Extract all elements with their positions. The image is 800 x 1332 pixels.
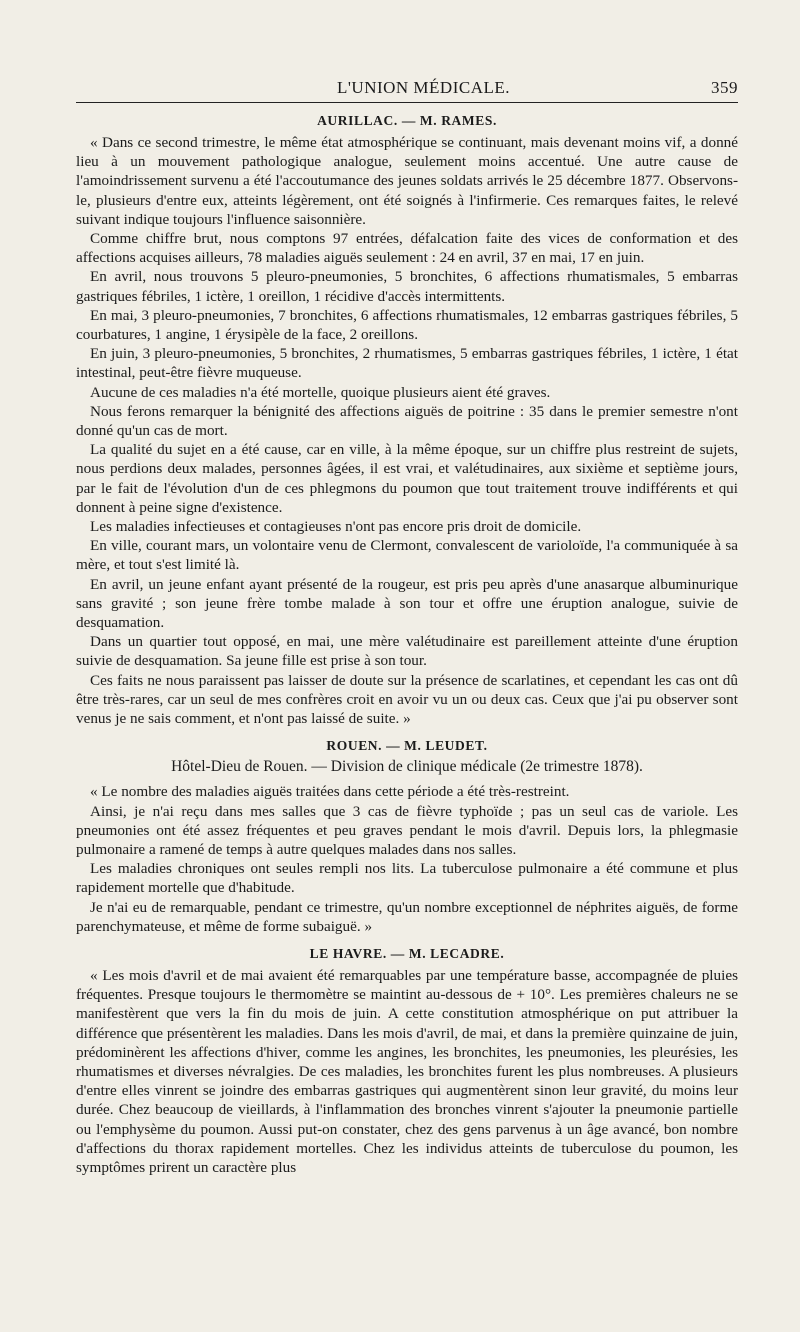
paragraph: La qualité du sujet en a été cause, car en ville, à la même époque, sur un chiffre plus restreint de sujets, nous perdions deux malades, personnes âgées, il est vrai, et valétudinaires, aux sixième et septième jours, par le fait de l'évolution d'un de ces phlegmons du poumon que tout traitement trouve indifférents et qui donnent à peine signe d'existence. — [76, 441, 738, 516]
journal-title: L'UNION MÉDICALE. — [336, 78, 511, 97]
paragraph: En juin, 3 pleuro-pneumonies, 5 bronchites, 2 rhumatismes, 5 embarras gastriques fébriles, 1 ictère, 1 état intestinal, peut-être fièvre muqueuse. — [76, 345, 738, 382]
page-number: 359 — [711, 78, 738, 97]
paragraph: En avril, un jeune enfant ayant présenté de la rougeur, est pris peu après d'une anasarque albuminurique sans gravité ; son jeune frère tombe malade à son tour et offre une éruption analogue, suivie de desquamation. — [76, 575, 738, 632]
paragraph: En mai, 3 pleuro-pneumonies, 7 bronchites, 6 affections rhumatismales, 12 embarras gastriques fébriles, 5 courbatures, 1 angine, 1 érysipèle de la face, 2 oreillons. — [76, 306, 738, 344]
paragraph: Nous ferons remarquer la bénignité des affections aiguës de poitrine : 35 dans le premier semestre n'ont donné qu'un cas de mort. — [76, 402, 738, 440]
paragraph: « Les mois d'avril et de mai avaient été remarquables par une température basse, accompagnée de pluies fréquentes. Presque toujours le thermomètre se maintint au-dessous de + 10°. Les premières chaleurs ne se manifestèrent que vers la fin du mois de juin. A cette constitution atmosphérique on put attribuer la différence que présentèrent les maladies. Dans les mois d'avril, de mai, et dans la première quinzaine de juin, prédominèrent les affections d'hiver, comme les angines, les bronchites, les pneumonies, les pleurésies, les rhumatismes et diverses névralgies. De ces maladies, les bronchites furent les plus nombreuses. A plusieurs d'entre elles vinrent se joindre des embarras gastriques qui augmentèrent sinon leur gravité, du moins leur durée. Chez beaucoup de vieillards, à l'inflammation des bronches vinrent s'ajouter la pneumonie partielle ou l'emphysème du poumon. Aussi put-on constater, chez des gens parvenus à un âge avancé, bon nombre d'affections du thorax rapidement mortelles. Chez les individus atteints de tuberculose du poumon, les symptômes prirent un caractère plus — [76, 966, 738, 1176]
paragraph: « Le nombre des maladies aiguës traitées dans cette période a été très-restreint. — [90, 783, 570, 801]
section-le-havre — [76, 946, 738, 1177]
paragraph: Ainsi, je n'ai reçu dans mes salles que 3 cas de fièvre typhoïde ; pas un seul cas de variole. Les pneumonies ont été assez fréquentes et peu graves pendant le mois d'avril. Depuis lors, la phlegmasie pulmonaire a ramené de temps à autre quelques malades dans nos salles. — [76, 802, 738, 858]
paragraph: En avril, nous trouvons 5 pleuro-pneumonies, 5 bronchites, 6 affections rhumatismales, 5 embarras gastriques fébriles, 1 ictère, 1 oreillon, 1 récidive d'accès intermittents. — [76, 268, 738, 305]
section-title: LE HAVRE. — M. LECADRE. — [309, 945, 505, 961]
section-aurillac — [76, 113, 738, 728]
section-subtitle: Hôtel-Dieu de Rouen. — Division de clinique médicale (2e trimestre 1878). — [171, 758, 643, 776]
paragraph: Aucune de ces maladies n'a été mortelle, quoique plusieurs aient été graves. — [90, 383, 551, 401]
section-title: AURILLAC. — M. RAMES. — [317, 113, 497, 128]
paragraph: Ces faits ne nous paraissent pas laisser de doute sur la présence de scarlatines, et cependant les cas ont dû être très-rares, car un seul de mes confrères croit en avoir vu un ou deux cas. Ceux que j'ai pu observer sont venus je ne sais comment, et n'ont pas laissé de suite. » — [76, 671, 738, 728]
paragraph: Je n'ai eu de remarquable, pendant ce trimestre, qu'un nombre exceptionnel de néphrites aiguës, de forme parenchymateuse, et même de forme subaiguë. » — [76, 898, 738, 935]
section-rouen — [76, 738, 738, 936]
section-title: ROUEN. — M. LEUDET. — [326, 738, 488, 754]
paragraph: En ville, courant mars, un volontaire venu de Clermont, convalescent de varioloïde, l'a communiquée à sa mère, et tout s'est limité là. — [76, 537, 738, 574]
paragraph: Comme chiffre brut, nous comptons 97 entrées, défalcation faite des vices de conformation et des affections acquises ailleurs, 78 maladies aiguës seulement : 24 en avril, 37 en mai, 17 en juin. — [76, 230, 738, 267]
paragraph: Dans un quartier tout opposé, en mai, une mère valétudinaire est pareillement atteinte d'une éruption suivie de desquamation. Sa jeune fille est prise à son tour. — [76, 633, 738, 670]
running-header — [76, 78, 738, 103]
paragraph: « Dans ce second trimestre, le même état atmosphérique se continuant, mais devenant moins vif, a donné lieu à un mouvement pathologique analogue, seulement moins accentué. Une autre cause de l'amoindrissement survenu a été l'accoutumance des jeunes soldats arrivés le 25 décembre 1877. Observons-le, plusieurs d'entre eux, atteints légèrement, ont été soignés à l'infirmerie. Ces remarques faites, le relevé suivant indique toujours l'influence saisonnière. — [76, 134, 738, 228]
paragraph: Les maladies chroniques ont seules rempli nos lits. La tuberculose pulmonaire a été commune et plus rapidement mortelle que d'habitude. — [76, 860, 738, 897]
paragraph: Les maladies infectieuses et contagieuses n'ont pas encore pris droit de domicile. — [90, 518, 582, 536]
